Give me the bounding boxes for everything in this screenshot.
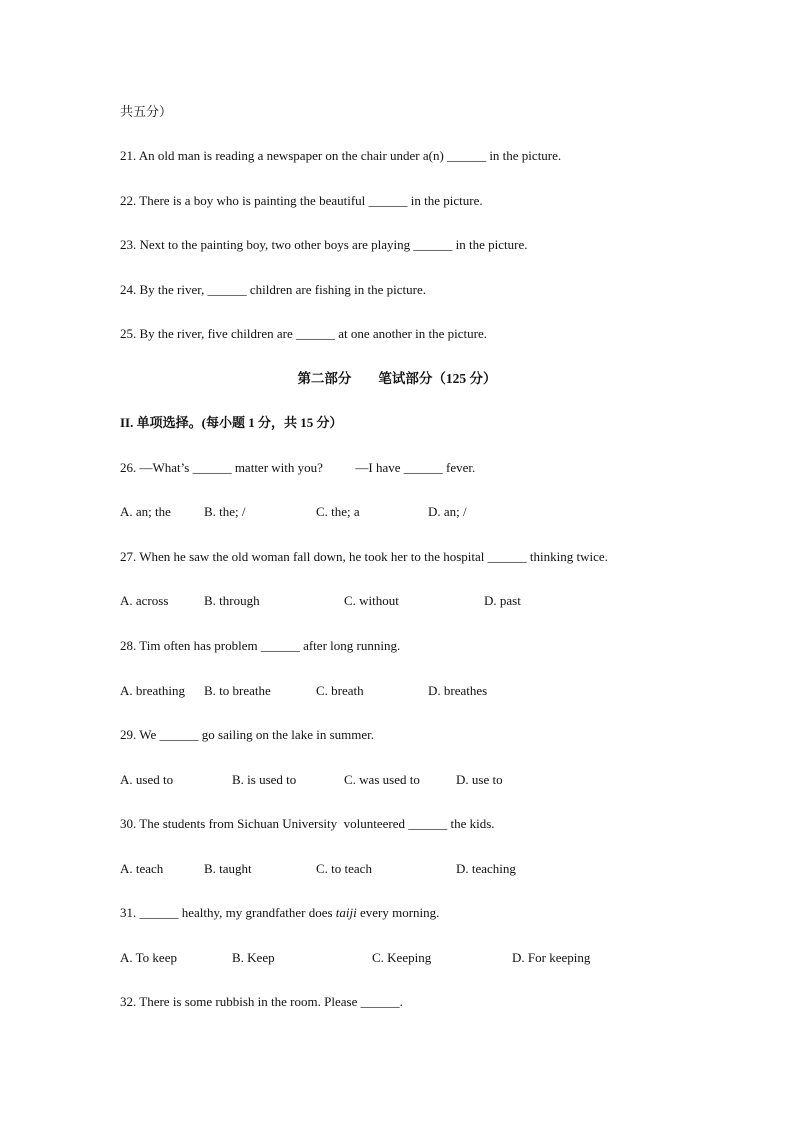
question-stem: 30. The students from Sichuan University volunteered ______ the kids. — [120, 816, 495, 831]
listening-item: 25. By the river, five children are ______ at one another in the picture. — [120, 326, 487, 341]
question-stem: 27. When he saw the old woman fall down, he took her to the hospital ______ thinking twice. — [120, 549, 608, 564]
option-c: C. the; a — [316, 504, 360, 519]
stem-italic-word: taiji — [335, 905, 357, 920]
option-d: D. teaching — [456, 861, 516, 876]
option-a: A. breathing — [120, 683, 185, 698]
question-stem: 32. There is some rubbish in the room. Please ______. — [120, 994, 403, 1009]
section-title: II. 单项选择。(每小题 1 分，共 15 分） — [120, 415, 343, 430]
option-b: B. taught — [204, 861, 252, 876]
option-c: C. Keeping — [372, 950, 432, 965]
question-stem: 26. —What’s ______ matter with you? —I have ______ fever. — [120, 460, 476, 475]
option-b: B. is used to — [232, 772, 297, 787]
listening-item: 24. By the river, ______ children are fishing in the picture. — [120, 282, 426, 297]
option-a: A. used to — [120, 772, 174, 787]
listening-item: 23. Next to the painting boy, two other boys are playing ______ in the picture. — [120, 237, 528, 252]
option-d: D. past — [484, 593, 521, 608]
option-d: D. For keeping — [512, 950, 591, 965]
option-a: A. teach — [120, 861, 164, 876]
listening-item: 22. There is a boy who is painting the beautiful ______ in the picture. — [120, 193, 483, 208]
option-a: A. To keep — [120, 950, 177, 965]
option-b: B. through — [204, 593, 260, 608]
option-a: A. across — [120, 593, 169, 608]
question-stem: 28. Tim often has problem ______ after long running. — [120, 638, 401, 653]
option-b: B. to breathe — [204, 683, 271, 698]
listening-item: 21. An old man is reading a newspaper on the chair under a(n) ______ in the picture. — [120, 148, 562, 163]
option-b: B. Keep — [232, 950, 275, 965]
header-fragment: 共五分） — [120, 104, 173, 119]
option-c: C. was used to — [344, 772, 420, 787]
question-stem — [120, 905, 439, 921]
stem-prefix: 31. ______ healthy, my grandfather does — [120, 905, 336, 920]
option-c: C. breath — [316, 683, 364, 698]
option-a: A. an; the — [120, 504, 171, 519]
option-c: C. to teach — [316, 861, 372, 876]
option-c: C. without — [344, 593, 399, 608]
option-d: D. breathes — [428, 683, 488, 698]
option-d: D. use to — [456, 772, 503, 787]
part-title: 第二部分 笔试部分（125 分） — [297, 371, 497, 386]
question-stem: 29. We ______ go sailing on the lake in summer. — [120, 727, 374, 742]
option-d: D. an; / — [428, 504, 467, 519]
stem-suffix: every morning. — [356, 905, 440, 920]
option-b: B. the; / — [204, 504, 246, 519]
